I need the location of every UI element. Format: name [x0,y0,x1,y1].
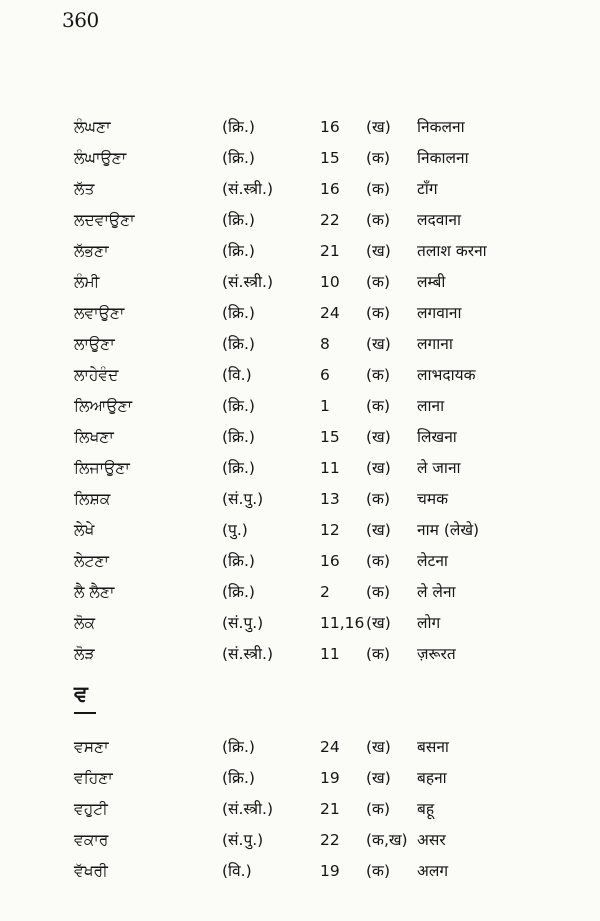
lesson-section: (ख) [366,335,391,353]
hindi-meaning: तलाश करना [417,242,487,260]
part-of-speech: (सं.स्त्री.) [222,273,274,291]
hindi-meaning: बसना [417,738,449,756]
part-of-speech: (क्रि.) [222,769,255,787]
part-of-speech: (सं.पु.) [222,831,264,849]
hindi-meaning: लाना [417,397,445,415]
entry-word: ਵਕਾਰ [74,831,109,849]
glossary-row [0,205,600,236]
entry-word: ਵੱਖਰੀ [74,862,108,880]
lesson-section: (क) [366,800,390,818]
part-of-speech: (क्रि.) [222,304,255,322]
lesson-section: (क,ख) [366,831,408,849]
lesson-number: 12 [320,521,340,539]
glossary-row [0,329,600,360]
lesson-number: 16 [320,552,340,570]
glossary-row [0,515,600,546]
section-underline [74,712,96,714]
hindi-meaning: लगाना [417,335,453,353]
glossary-row [0,236,600,267]
glossary-row [0,825,600,856]
hindi-meaning: अलग [417,862,449,880]
lesson-section: (ख) [366,521,391,539]
entry-word: ਵਸਣਾ [74,738,109,756]
part-of-speech: (वि.) [222,862,252,880]
glossary-row [0,360,600,391]
lesson-section: (ख) [366,242,391,260]
hindi-meaning: नाम (लेखे) [417,521,480,539]
hindi-meaning: ले जाना [417,459,461,477]
entry-word: ਲਵਾਉਣਾ [74,304,125,322]
hindi-meaning: ज़रूरत [417,645,456,663]
lesson-number: 10 [320,273,340,291]
part-of-speech: (क्रि.) [222,738,255,756]
lesson-number: 15 [320,149,340,167]
lesson-number: 21 [320,800,340,818]
lesson-section: (ख) [366,769,391,787]
part-of-speech: (सं.स्त्री.) [222,645,274,663]
part-of-speech: (क्रि.) [222,583,255,601]
hindi-meaning: टाँग [417,180,438,198]
part-of-speech: (वि.) [222,366,252,384]
lesson-section: (क) [366,397,390,415]
glossary-list [0,112,600,887]
hindi-meaning: ले लेना [417,583,456,601]
entry-word: ਵਹੁਟੀ [74,800,108,818]
entry-word: ਲਿਸ਼ਕ [74,490,111,508]
part-of-speech: (क्रि.) [222,428,255,446]
glossary-row [0,267,600,298]
section-letter: ਵ [74,682,88,707]
lesson-number: 2 [320,583,330,601]
lesson-section: (क) [366,583,390,601]
glossary-row [0,453,600,484]
hindi-meaning: बहना [417,769,447,787]
part-of-speech: (क्रि.) [222,335,255,353]
part-of-speech: (क्रि.) [222,242,255,260]
lesson-section: (क) [366,149,390,167]
glossary-row [0,484,600,515]
glossary-row [0,422,600,453]
glossary-row [0,174,600,205]
entry-group-la [0,112,600,670]
glossary-row [0,763,600,794]
hindi-meaning: लोग [417,614,441,632]
lesson-number: 11,16 [320,614,365,632]
lesson-number: 16 [320,180,340,198]
lesson-section: (क) [366,862,390,880]
lesson-number: 6 [320,366,330,384]
lesson-section: (ख) [366,118,391,136]
entry-word: ਲੱਤ [74,180,95,198]
lesson-section: (ख) [366,428,391,446]
hindi-meaning: लिखना [417,428,457,446]
glossary-row [0,856,600,887]
hindi-meaning: लगवाना [417,304,462,322]
part-of-speech: (क्रि.) [222,211,255,229]
lesson-number: 8 [320,335,330,353]
lesson-number: 21 [320,242,340,260]
lesson-number: 11 [320,459,340,477]
lesson-section: (क) [366,552,390,570]
hindi-meaning: चमक [417,490,449,508]
part-of-speech: (क्रि.) [222,118,255,136]
entry-word: ਲੋਕ [74,614,96,632]
hindi-meaning: लाभदायक [417,366,476,384]
hindi-meaning: बहू [417,800,435,818]
lesson-section: (क) [366,304,390,322]
part-of-speech: (सं.स्त्री.) [222,180,274,198]
lesson-number: 24 [320,304,340,322]
entry-word: ਲਿਆਉਣਾ [74,397,133,415]
lesson-section: (क) [366,180,390,198]
glossary-row [0,732,600,763]
entry-word: ਲੱਭਣਾ [74,242,109,260]
lesson-number: 22 [320,831,340,849]
lesson-section: (ख) [366,738,391,756]
page-number: 360 [62,8,99,32]
part-of-speech: (क्रि.) [222,149,255,167]
entry-word: ਲੋੜ [74,645,95,663]
entry-word: ਲਾਉਣਾ [74,335,115,353]
part-of-speech: (सं.पु.) [222,490,264,508]
lesson-number: 15 [320,428,340,446]
entry-word: ਲੰਘਣਾ [74,118,111,136]
hindi-meaning: लम्बी [417,273,446,291]
hindi-meaning: असर [417,831,446,849]
entry-word: ਲਦਵਾਉਣਾ [74,211,135,229]
part-of-speech: (क्रि.) [222,459,255,477]
hindi-meaning: लदवाना [417,211,461,229]
part-of-speech: (पु.) [222,521,248,539]
glossary-row [0,794,600,825]
lesson-section: (क) [366,645,390,663]
glossary-row [0,143,600,174]
part-of-speech: (क्रि.) [222,397,255,415]
hindi-meaning: निकालना [417,149,469,167]
glossary-row [0,391,600,422]
lesson-section: (क) [366,366,390,384]
lesson-number: 16 [320,118,340,136]
lesson-number: 1 [320,397,330,415]
entry-word: ਲੈ ਲੈਣਾ [74,583,115,601]
lesson-number: 19 [320,862,340,880]
entry-word: ਲਾਹੇਵੰਦ [74,366,119,384]
lesson-section: (क) [366,490,390,508]
glossary-row [0,298,600,329]
hindi-meaning: निकलना [417,118,465,136]
entry-word: ਲੇਖੇ [74,521,95,539]
entry-word: ਲਿਖਣਾ [74,428,114,446]
hindi-meaning: लेटना [417,552,448,570]
part-of-speech: (क्रि.) [222,552,255,570]
entry-group-va [0,732,600,887]
entry-word: ਲੰਮੀ [74,273,100,291]
part-of-speech: (सं.पु.) [222,614,264,632]
section-heading [0,670,600,732]
lesson-section: (क) [366,273,390,291]
glossary-row [0,577,600,608]
lesson-number: 11 [320,645,340,663]
lesson-section: (ख) [366,614,391,632]
glossary-row [0,112,600,143]
glossary-row [0,608,600,639]
lesson-number: 19 [320,769,340,787]
entry-word: ਲਿਜਾਉਣਾ [74,459,130,477]
glossary-row [0,546,600,577]
entry-word: ਲੰਘਾਉਣਾ [74,149,127,167]
lesson-section: (क) [366,211,390,229]
part-of-speech: (सं.स्त्री.) [222,800,274,818]
entry-word: ਵਹਿਣਾ [74,769,113,787]
glossary-row [0,639,600,670]
entry-word: ਲੇਟਣਾ [74,552,109,570]
lesson-number: 13 [320,490,340,508]
lesson-section: (ख) [366,459,391,477]
lesson-number: 24 [320,738,340,756]
lesson-number: 22 [320,211,340,229]
